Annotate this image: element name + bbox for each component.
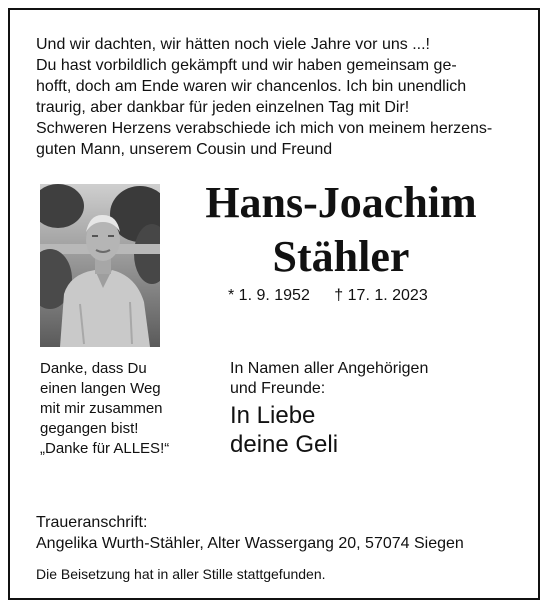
deceased-first-name: Hans-Joachim <box>205 178 477 227</box>
intro-line: Du hast vorbildlich gekämpft und wir haben gemeinsam ge- <box>36 57 457 74</box>
thank-you-quote <box>40 359 200 459</box>
portrait-photo <box>40 184 160 347</box>
intro-line: Und wir dachten, wir hätten noch viele Jahre vor uns ...! <box>36 36 430 53</box>
intro-text <box>36 34 514 160</box>
quote-line: gegangen bist! <box>40 420 139 437</box>
family-notice <box>230 359 428 399</box>
intro-line: guten Mann, unserem Cousin und Freund <box>36 141 333 158</box>
quote-line: „Danke für ALLES!“ <box>40 440 170 457</box>
intro-line: traurig, aber dankbar für jeden einzelnen Tag mit Dir! <box>36 99 410 116</box>
address-label: Traueranschrift: <box>36 514 148 531</box>
death-date: † 17. 1. 2023 <box>334 287 428 304</box>
signature-block <box>230 401 338 459</box>
intro-paragraph-2 <box>36 55 514 118</box>
life-dates <box>228 286 428 306</box>
address-value: Angelika Wurth-Stähler, Alter Wassergang 20, 57074 Siegen <box>36 535 464 552</box>
quote-line: einen langen Weg <box>40 380 161 397</box>
quote-line: Danke, dass Du <box>40 360 147 377</box>
family-line: In Namen aller Angehörigen <box>230 360 429 377</box>
mourning-address <box>36 512 464 554</box>
signature-line: deine Geli <box>230 431 339 458</box>
birth-date: * 1. 9. 1952 <box>228 287 310 304</box>
burial-note: Die Beisetzung hat in aller Stille stattgefunden. <box>36 566 326 582</box>
intro-line: hofft, doch am Ende waren wir chancenlos. Ich bin unendlich <box>36 78 467 95</box>
signature-line: In Liebe <box>230 402 316 429</box>
quote-line: mit mir zusammen <box>40 400 163 417</box>
obituary-card <box>8 8 540 600</box>
intro-line: Schweren Herzens verabschiede ich mich von meinem herzens- <box>36 120 493 137</box>
intro-paragraph-3 <box>36 118 514 160</box>
deceased-last-name: Stähler <box>272 232 410 281</box>
family-line: und Freunde: <box>230 380 326 397</box>
